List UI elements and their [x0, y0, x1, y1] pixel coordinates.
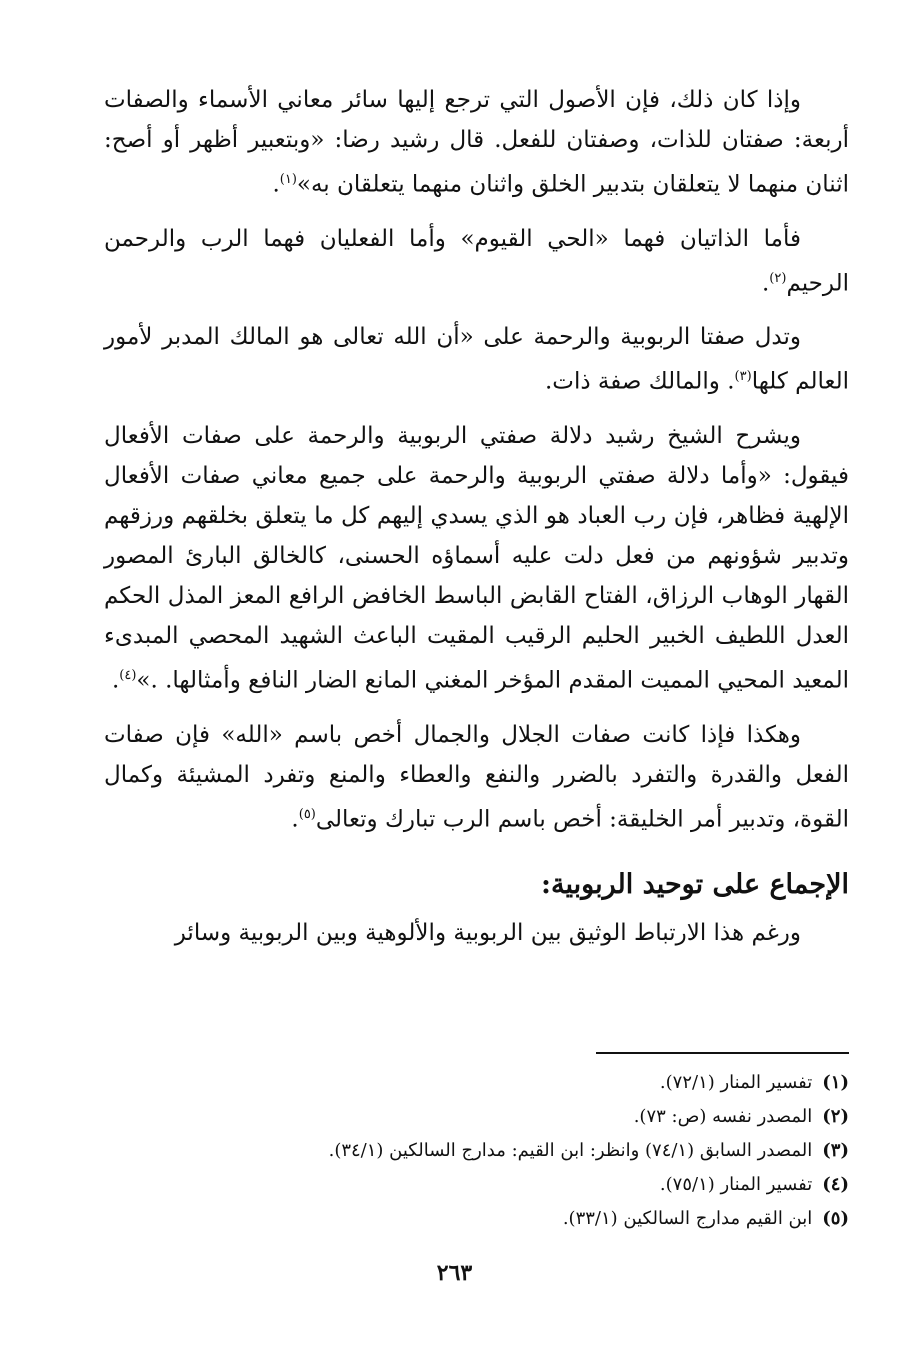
footnote-text: ابن القيم مدارج السالكين (٣٣/١).	[562, 1208, 813, 1229]
paragraph-text: فأما الذاتيان فهما «الحي القيوم» وأما الفعليان فهما الرب والرحمن الرحيم	[104, 225, 849, 297]
paragraph-4	[104, 416, 849, 701]
paragraph-text-tail: . والمالك صفة ذات.	[545, 368, 735, 395]
section-heading: الإجماع على توحيد الربوبية:	[541, 869, 849, 901]
page-number: ٢٦٣	[436, 1260, 473, 1286]
paragraph-text-tail: .	[761, 270, 770, 297]
footnote-5	[104, 1202, 849, 1236]
paragraph-text: وهكذا فإذا كانت صفات الجلال والجمال أخص باسم «الله» فإن صفات الفعل والقدرة والتفرد بالضرر والنفع والعطاء والمنع وتفرد المشيئة وكمال القوة، وتدبير أمر الخليقة: أخص باسم الرب تبارك وتعالى	[104, 721, 849, 833]
footnotes	[104, 1066, 849, 1236]
footnote-ref-2: (٢)	[769, 270, 787, 286]
footnote-4	[104, 1168, 849, 1202]
footnote-text: تفسير المنار (٧٥/١).	[659, 1174, 813, 1195]
footnote-number: (٣)	[822, 1140, 849, 1161]
footnote-number: (٢)	[822, 1106, 849, 1127]
footnote-ref-3: (٣)	[734, 369, 752, 385]
footnote-number: (١)	[822, 1072, 849, 1093]
footnote-divider	[596, 1052, 849, 1054]
footnote-text: المصدر السابق (٧٤/١) وانظر: ابن القيم: مدارج السالكين (٣٤/١).	[328, 1140, 813, 1161]
paragraph-text: ويشرح الشيخ رشيد دلالة صفتي الربوبية والرحمة على صفات الأفعال فيقول: «وأما دلالة صفتي الربوبية والرحمة على جميع معاني صفات الأفعال الإلهية فظاهر، فإن رب العباد هو الذي يسدي إليهم كل ما يتعلق بخلقهم ورزقهم وتدبير شؤونهم من فعل دلت عليه أسماؤه الحسنى، كالخالق البارئ المصور القهار الوهاب الرزاق، الفتاح القابض الباسط الخافض الرافع المعز المذل الحكم العدل اللطيف الخبير الحليم الرقيب المقيت الباعث الشهيد المحصي المبدىء المعيد المحيي المميت المقدم المؤخر المغني المانع الضار النافع وأمثالها. .»	[104, 422, 849, 694]
paragraph-6: ورغم هذا الارتباط الوثيق بين الربوبية والألوهية وبين الربوبية وسائر	[174, 920, 801, 947]
footnote-number: (٤)	[822, 1174, 849, 1195]
paragraph-1	[104, 80, 849, 205]
paragraph-text: وإذا كان ذلك، فإن الأصول التي ترجع إليها سائر معاني الأسماء والصفات أربعة: صفتان للذات، وصفتان للفعل. قال رشيد رضا: «وبتعبير أظهر أو أصح: اثنان منهما لا يتعلقان بتدبير الخلق واثنان منهما يتعلقان به»	[104, 87, 849, 198]
footnote-text: المصدر نفسه (ص: ٧٣).	[633, 1106, 813, 1127]
footnote-1	[104, 1066, 849, 1100]
paragraph-text-tail: .	[272, 171, 280, 198]
footnote-ref-4: (٤)	[119, 667, 137, 683]
footnote-number: (٥)	[822, 1208, 849, 1229]
paragraph-text: وتدل صفتا الربوبية والرحمة على «أن الله تعالى هو المالك المدبر لأمور العالم كلها	[104, 324, 849, 395]
main-text	[104, 80, 849, 967]
footnote-3	[104, 1134, 849, 1168]
paragraph-5	[104, 715, 849, 840]
footnote-text: تفسير المنار (٧٢/١).	[659, 1072, 813, 1093]
footnote-2	[104, 1100, 849, 1134]
paragraph-text-tail: .	[111, 667, 120, 694]
footnote-ref-1: (١)	[279, 172, 297, 187]
paragraph-3	[104, 317, 849, 402]
paragraph-2	[104, 219, 849, 304]
paragraph-text-tail: .	[291, 806, 299, 833]
footnote-ref-5: (٥)	[298, 806, 316, 822]
